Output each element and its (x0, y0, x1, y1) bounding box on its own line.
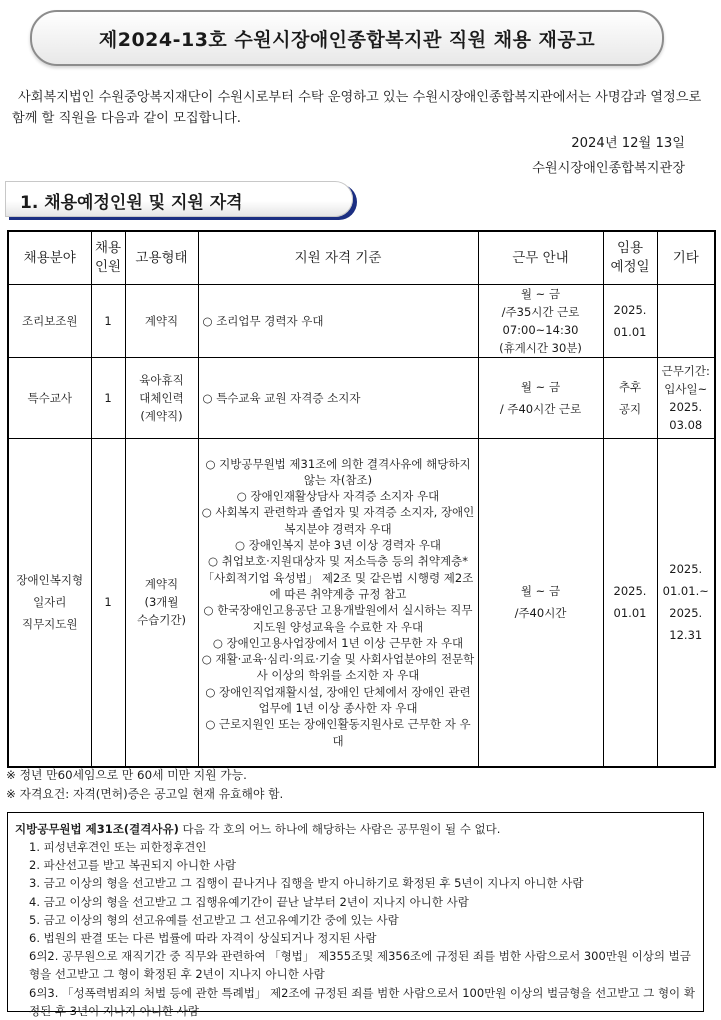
header-quals: 지원 자격 기준 (198, 231, 478, 285)
row-field: 장애인복지형 일자리 직무지도원 (8, 439, 91, 767)
row-etc: 2025. 01.01.~ 2025. 12.31 (657, 439, 715, 767)
row-start: 2025. 01.01 (603, 439, 657, 767)
row-quals: ○ 특수교육 교원 자격증 소지자 (198, 358, 478, 439)
qual-item: ○ 한국장애인고용공단 고용개발원에서 실시하는 직무지도원 양성교육을 수료한 자 우대 (203, 603, 473, 634)
row-count: 1 (91, 358, 125, 439)
header-count: 채용 인원 (91, 231, 125, 285)
list-item: 6의2. 공무원으로 재직기간 중 직무와 관련하여 「형법」 제355조및 제356조에 규정된 죄를 범한 사람으로서 300만원 이상의 벌금형을 선고받고 그 형이 확정된 후 2년이 지나지 아니한 사람 (29, 949, 691, 982)
notice-title-banner (30, 10, 664, 66)
list-item: 5. 금고 이상의 형의 선고유예를 선고받고 그 선고유예기간 중에 있는 사람 (29, 912, 399, 927)
header-work: 근무 안내 (478, 231, 603, 285)
qual-item: ○ 장애인직업재활시설, 장애인 단체에서 장애인 관련 업무에 1년 이상 종사한 자 우대 (205, 684, 471, 716)
header-start: 임용 예정일 (603, 231, 657, 285)
row-start: 추후 공지 (603, 358, 657, 439)
intro-paragraph: 사회복지법인 수원중앙복지재단이 수원시로부터 수탁 운영하고 있는 수원시장애인종합복지관에서는 사명감과 열정으로 함께 할 직원을 다음과 같이 모집합니다. (12, 90, 702, 126)
header-etc: 기타 (657, 231, 715, 285)
list-item: 6. 법원의 판결 또는 다른 법률에 따라 자격이 상실되거나 정지된 사람 (29, 931, 377, 946)
header-field: 채용분야 (8, 231, 91, 285)
row-quals: ○ 조리업무 경력자 우대 (198, 285, 478, 358)
row-field: 특수교사 (8, 358, 91, 439)
disqualification-heading: 지방공무원법 제31조(결격사유) 다음 각 호의 어느 하나에 해당하는 사람은 공무원이 될 수 없다. (15, 822, 501, 836)
list-item: 6의3. 「성폭력범죄의 처벌 등에 관한 특례법」 제2조에 규정된 죄를 범한 사람으로서 100만원 이상의 벌금형을 선고받고 그 형이 확정된 후 3년이 지나지 아니한 사람 (29, 985, 695, 1018)
row-count: 1 (91, 285, 125, 358)
row-work: 월 ~ 금 /주40시간 (478, 439, 603, 767)
qual-item: ○ 재활·교육·심리·의료·기술 및 사회사업분야의 전문학사 이상의 학위를 소지한 자 우대 (201, 652, 475, 683)
row-count: 1 (91, 439, 125, 767)
row-type: 계약직 (125, 285, 198, 358)
row-work: 월 ~ 금 / 주40시간 근로 (478, 358, 603, 439)
note-age: ※ 정년 만60세임으로 만 60세 미만 지원 가능. (6, 768, 247, 782)
notice-date: 2024년 12월 13일 (571, 136, 685, 151)
law-title: 지방공무원법 제31조(결격사유) (15, 822, 179, 836)
qual-item: ○ 지방공무원법 제31조에 의한 결격사유에 해당하지 않는 자(참조) (205, 456, 471, 487)
row-field: 조리보조원 (8, 285, 91, 358)
row-quals (198, 439, 478, 767)
table-row (8, 285, 715, 358)
qual-item: ○ 장애인복지 분야 3년 이상 경력자 우대 (235, 538, 441, 553)
table-row (8, 439, 715, 767)
qual-item: ○ 취업보호·지원대상자 및 저소득층 등의 취약계층*「사회적기업 육성법」 제2조 및 같은법 시행령 제2조에 따른 취약계층 규정 참고 (202, 554, 474, 601)
row-type: 육아휴직 대체인력 (계약직) (125, 358, 198, 439)
list-item: 1. 피성년후견인 또는 피한정후견인 (29, 840, 207, 854)
qual-item: ○ 근로지원인 또는 장애인활동지원사로 근무한 자 우대 (205, 717, 471, 748)
disqualification-box (7, 812, 704, 1018)
section-heading: 1. 채용예정인원 및 지원 자격 (20, 193, 243, 213)
list-item: 3. 금고 이상의 형을 선고받고 그 집행이 끝나거나 집행을 받지 아니하기로 확정된 후 5년이 지나지 아니한 사람 (29, 876, 584, 891)
list-item: 2. 파산선고를 받고 복권되지 아니한 사람 (29, 858, 236, 873)
qual-item: ○ 장애인재활상담사 자격증 소지자 우대 (236, 489, 440, 504)
header-type: 고용형태 (125, 231, 198, 285)
qual-item: ○ 장애인고용사업장에서 1년 이상 근무한 자 우대 (212, 635, 464, 650)
note-license: ※ 자격요건: 자격(면허)증은 공고일 현재 유효해야 함. (6, 787, 284, 801)
table-row (8, 358, 715, 439)
list-item: 4. 금고 이상의 형을 선고받고 그 집행유예기간이 끝난 날부터 2년이 지나지 아니한 사람 (29, 894, 469, 909)
row-work: 월 ~ 금 /주35시간 근로 07:00~14:30 (휴게시간 30분) (478, 285, 603, 358)
row-etc: 근무기간: 입사일~ 2025. 03.08 (657, 358, 715, 439)
signer-name: 수원시장애인종합복지관장 (532, 161, 685, 176)
recruitment-table (7, 230, 716, 768)
row-start: 2025. 01.01 (603, 285, 657, 358)
qual-item: ○ 사회복지 관련학과 졸업자 및 자격증 소지자, 장애인복지분야 경력자 우대 (201, 505, 475, 536)
row-etc (657, 285, 715, 358)
disqualification-list (15, 838, 695, 1020)
notice-title: 제2024-13호 수원시장애인종합복지관 직원 채용 재공고 (98, 28, 596, 51)
row-type: 계약직 (3개월 수습기간) (125, 439, 198, 767)
table-header-row (8, 231, 715, 285)
